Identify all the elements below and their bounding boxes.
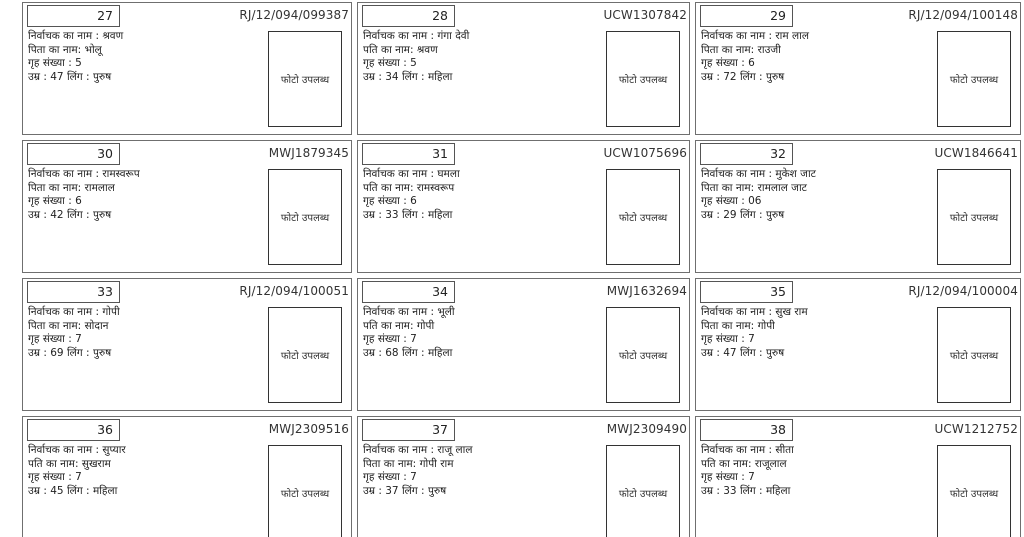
gender-value: महिला — [765, 484, 791, 497]
gender-value: महिला — [92, 484, 118, 497]
relation-label: पति का नाम: — [701, 457, 755, 470]
relation-label: पति का नाम: — [363, 181, 417, 194]
relation-name-line — [28, 182, 140, 196]
relation-name-line — [363, 320, 455, 334]
gender-label: लिंग : — [398, 346, 428, 359]
serial-number: 34 — [362, 281, 455, 303]
house-number-line — [28, 471, 126, 485]
house-number-label: गृह संख्या : — [363, 471, 411, 484]
gender-label: लिंग : — [398, 208, 428, 221]
voter-card-36 — [22, 416, 352, 537]
house-number-value: 7 — [410, 471, 417, 484]
voter-details — [363, 444, 472, 498]
age-gender-line — [701, 347, 808, 361]
house-number-value: 06 — [748, 195, 762, 208]
age-value: 72 — [723, 70, 737, 83]
gender-value: पुरुष — [92, 70, 112, 83]
elector-name-value: मुकेश जाट — [775, 168, 816, 180]
photo-placeholder — [937, 169, 1011, 265]
serial-number: 32 — [700, 143, 793, 165]
house-number-label: गृह संख्या : — [363, 57, 411, 70]
age-label: उम्र : — [28, 484, 51, 497]
house-number-label: गृह संख्या : — [28, 471, 76, 484]
gender-label: लिंग : — [63, 70, 93, 83]
serial-number: 33 — [27, 281, 120, 303]
age-label: उम्र : — [363, 346, 386, 359]
relation-name-line — [363, 182, 460, 196]
voter-card-27 — [22, 2, 352, 135]
house-number-label: गृह संख्या : — [363, 333, 411, 346]
house-number-value: 5 — [75, 57, 82, 70]
age-value: 69 — [50, 346, 64, 359]
house-number-line — [28, 195, 140, 209]
elector-name-line — [701, 444, 794, 458]
voter-details — [363, 30, 469, 84]
photo-available-text: फोटो उपलब्ध — [280, 489, 330, 500]
serial-number: 37 — [362, 419, 455, 441]
gender-value: महिला — [427, 346, 453, 359]
elector-name-value: सीता — [775, 444, 794, 456]
elector-name-label: निर्वाचक का नाम : — [28, 168, 103, 180]
house-number-value: 7 — [410, 333, 417, 346]
relation-label: पिता का नाम: — [701, 181, 758, 194]
elector-name-line — [701, 30, 809, 44]
relation-name-line — [28, 320, 120, 334]
voter-details — [701, 30, 809, 84]
epic-number: UCW1212752 — [934, 422, 1018, 436]
age-label: उम्र : — [28, 208, 51, 221]
photo-placeholder — [268, 169, 342, 265]
gender-label: लिंग : — [736, 346, 766, 359]
age-value: 29 — [723, 208, 737, 221]
serial-number: 36 — [27, 419, 120, 441]
house-number-value: 7 — [75, 333, 82, 346]
gender-value: पुरुष — [765, 208, 785, 221]
photo-placeholder — [606, 169, 680, 265]
gender-value: पुरुष — [765, 70, 785, 83]
voter-card-35 — [695, 278, 1021, 411]
relation-name-line — [28, 458, 126, 472]
relation-name-line — [28, 44, 123, 58]
voter-card-29 — [695, 2, 1021, 135]
age-gender-line — [363, 71, 469, 85]
photo-placeholder — [606, 31, 680, 127]
relation-label: पति का नाम: — [28, 457, 82, 470]
relation-name-value: श्रवण — [416, 43, 438, 56]
elector-name-value: सुप्यार — [102, 444, 126, 456]
relation-name-value: भोलू — [84, 43, 102, 56]
relation-label: पति का नाम: — [363, 43, 417, 56]
elector-name-value: रामस्वरूप — [102, 168, 140, 180]
elector-name-label: निर्वाचक का नाम : — [363, 306, 438, 318]
serial-number: 27 — [27, 5, 120, 27]
photo-placeholder — [937, 307, 1011, 403]
gender-label: लिंग : — [736, 484, 766, 497]
epic-number: UCW1307842 — [603, 8, 687, 22]
elector-name-line — [28, 30, 123, 44]
photo-placeholder — [937, 445, 1011, 537]
gender-label: लिंग : — [736, 70, 766, 83]
age-gender-line — [363, 485, 472, 499]
house-number-label: गृह संख्या : — [28, 57, 76, 70]
elector-name-value: सुख राम — [775, 306, 808, 318]
relation-name-line — [701, 458, 794, 472]
photo-available-text: फोटो उपलब्ध — [949, 75, 999, 86]
age-gender-line — [28, 485, 126, 499]
house-number-line — [363, 471, 472, 485]
relation-name-value: गोपी राम — [419, 457, 454, 470]
elector-name-value: भूली — [437, 306, 455, 318]
serial-number: 31 — [362, 143, 455, 165]
elector-name-label: निर्वाचक का नाम : — [28, 306, 103, 318]
age-gender-line — [701, 485, 794, 499]
house-number-line — [28, 333, 120, 347]
elector-name-label: निर्वाचक का नाम : — [701, 306, 776, 318]
epic-number: RJ/12/094/100004 — [908, 284, 1018, 298]
elector-name-value: राम लाल — [775, 30, 809, 42]
epic-number: RJ/12/094/100051 — [239, 284, 349, 298]
epic-number: UCW1846641 — [934, 146, 1018, 160]
serial-number: 38 — [700, 419, 793, 441]
elector-name-line — [28, 168, 140, 182]
voter-details — [28, 30, 123, 84]
house-number-line — [701, 57, 809, 71]
voter-details — [701, 168, 816, 222]
elector-name-label: निर्वाचक का नाम : — [701, 168, 776, 180]
elector-name-label: निर्वाचक का नाम : — [701, 30, 776, 42]
relation-label: पिता का नाम: — [363, 457, 420, 470]
relation-name-line — [701, 182, 816, 196]
photo-placeholder — [268, 445, 342, 537]
relation-name-value: सुखराम — [81, 457, 111, 470]
age-gender-line — [28, 71, 123, 85]
house-number-value: 5 — [410, 57, 417, 70]
epic-number: MWJ1879345 — [268, 146, 349, 160]
voter-card-32 — [695, 140, 1021, 273]
relation-name-value: रामलाल जाट — [757, 181, 807, 194]
photo-available-text: फोटो उपलब्ध — [618, 489, 668, 500]
elector-name-value: घमला — [437, 168, 460, 180]
photo-available-text: फोटो उपलब्ध — [280, 351, 330, 362]
house-number-label: गृह संख्या : — [363, 195, 411, 208]
gender-value: पुरुष — [427, 484, 447, 497]
photo-available-text: फोटो उपलब्ध — [949, 489, 999, 500]
age-label: उम्र : — [363, 484, 386, 497]
voter-card-31 — [357, 140, 690, 273]
house-number-line — [363, 57, 469, 71]
house-number-label: गृह संख्या : — [701, 471, 749, 484]
epic-number: MWJ2309516 — [268, 422, 349, 436]
age-label: उम्र : — [28, 346, 51, 359]
age-label: उम्र : — [701, 70, 724, 83]
gender-label: लिंग : — [63, 208, 93, 221]
house-number-label: गृह संख्या : — [701, 195, 749, 208]
relation-name-line — [701, 320, 808, 334]
relation-label: पति का नाम: — [363, 319, 417, 332]
gender-label: लिंग : — [63, 346, 93, 359]
elector-name-line — [701, 168, 816, 182]
voter-details — [701, 444, 794, 498]
house-number-value: 6 — [410, 195, 417, 208]
photo-available-text: फोटो उपलब्ध — [949, 213, 999, 224]
relation-name-value: गोपी — [416, 319, 435, 332]
relation-name-line — [363, 44, 469, 58]
age-label: उम्र : — [363, 208, 386, 221]
photo-available-text: फोटो उपलब्ध — [280, 75, 330, 86]
house-number-line — [363, 333, 455, 347]
epic-number: MWJ2309490 — [606, 422, 687, 436]
relation-name-line — [363, 458, 472, 472]
voter-details — [28, 306, 120, 360]
gender-label: लिंग : — [398, 70, 428, 83]
gender-value: महिला — [427, 208, 453, 221]
elector-name-line — [701, 306, 808, 320]
voter-card-30 — [22, 140, 352, 273]
voter-details — [28, 444, 126, 498]
elector-name-line — [363, 444, 472, 458]
elector-name-label: निर्वाचक का नाम : — [363, 444, 438, 456]
house-number-label: गृह संख्या : — [28, 333, 76, 346]
elector-name-label: निर्वाचक का नाम : — [28, 30, 103, 42]
age-value: 68 — [385, 346, 399, 359]
gender-value: पुरुष — [92, 208, 112, 221]
voter-details — [28, 168, 140, 222]
photo-placeholder — [606, 445, 680, 537]
house-number-line — [701, 195, 816, 209]
age-value: 34 — [385, 70, 399, 83]
age-value: 47 — [50, 70, 64, 83]
relation-label: पिता का नाम: — [701, 319, 758, 332]
voter-card-34 — [357, 278, 690, 411]
house-number-value: 6 — [75, 195, 82, 208]
photo-available-text: फोटो उपलब्ध — [280, 213, 330, 224]
age-gender-line — [701, 71, 809, 85]
epic-number: RJ/12/094/100148 — [908, 8, 1018, 22]
gender-value: पुरुष — [92, 346, 112, 359]
serial-number: 29 — [700, 5, 793, 27]
age-label: उम्र : — [28, 70, 51, 83]
elector-name-label: निर्वाचक का नाम : — [363, 30, 438, 42]
age-value: 37 — [385, 484, 399, 497]
voter-details — [701, 306, 808, 360]
age-value: 45 — [50, 484, 64, 497]
age-value: 42 — [50, 208, 64, 221]
elector-name-line — [28, 444, 126, 458]
age-gender-line — [701, 209, 816, 223]
photo-available-text: फोटो उपलब्ध — [618, 213, 668, 224]
elector-name-line — [363, 168, 460, 182]
elector-name-line — [28, 306, 120, 320]
gender-label: लिंग : — [398, 484, 428, 497]
voter-card-33 — [22, 278, 352, 411]
photo-available-text: फोटो उपलब्ध — [618, 351, 668, 362]
house-number-label: गृह संख्या : — [28, 195, 76, 208]
house-number-line — [28, 57, 123, 71]
epic-number: UCW1075696 — [603, 146, 687, 160]
elector-name-value: श्रवण — [102, 30, 124, 42]
relation-name-value: रामलाल — [84, 181, 115, 194]
elector-name-value: राजू लाल — [437, 444, 473, 456]
age-label: उम्र : — [701, 208, 724, 221]
house-number-value: 6 — [748, 57, 755, 70]
epic-number: RJ/12/094/099387 — [239, 8, 349, 22]
house-number-line — [363, 195, 460, 209]
voter-card-grid — [22, 2, 1021, 537]
gender-value: महिला — [427, 70, 453, 83]
elector-name-label: निर्वाचक का नाम : — [701, 444, 776, 456]
photo-placeholder — [268, 307, 342, 403]
house-number-value: 7 — [748, 333, 755, 346]
photo-available-text: फोटो उपलब्ध — [949, 351, 999, 362]
age-gender-line — [363, 209, 460, 223]
age-label: उम्र : — [363, 70, 386, 83]
age-value: 33 — [723, 484, 737, 497]
age-gender-line — [363, 347, 455, 361]
age-label: उम्र : — [701, 346, 724, 359]
age-gender-line — [28, 209, 140, 223]
age-value: 33 — [385, 208, 399, 221]
elector-name-line — [363, 306, 455, 320]
age-value: 47 — [723, 346, 737, 359]
house-number-line — [701, 333, 808, 347]
age-gender-line — [28, 347, 120, 361]
gender-value: पुरुष — [765, 346, 785, 359]
epic-number: MWJ1632694 — [606, 284, 687, 298]
gender-label: लिंग : — [63, 484, 93, 497]
elector-name-line — [363, 30, 469, 44]
relation-name-value: रामस्वरूप — [416, 181, 455, 194]
house-number-value: 7 — [75, 471, 82, 484]
house-number-line — [701, 471, 794, 485]
voter-card-37 — [357, 416, 690, 537]
relation-label: पिता का नाम: — [28, 181, 85, 194]
serial-number: 28 — [362, 5, 455, 27]
elector-name-label: निर्वाचक का नाम : — [363, 168, 438, 180]
voter-details — [363, 168, 460, 222]
relation-name-value: राउजी — [757, 43, 781, 56]
relation-label: पिता का नाम: — [28, 43, 85, 56]
gender-label: लिंग : — [736, 208, 766, 221]
relation-name-value: राजूलाल — [754, 457, 787, 470]
relation-label: पिता का नाम: — [28, 319, 85, 332]
relation-label: पिता का नाम: — [701, 43, 758, 56]
serial-number: 30 — [27, 143, 120, 165]
photo-placeholder — [937, 31, 1011, 127]
house-number-label: गृह संख्या : — [701, 333, 749, 346]
house-number-label: गृह संख्या : — [701, 57, 749, 70]
photo-available-text: फोटो उपलब्ध — [618, 75, 668, 86]
relation-name-line — [701, 44, 809, 58]
elector-name-value: गोपी — [102, 306, 120, 318]
serial-number: 35 — [700, 281, 793, 303]
photo-placeholder — [606, 307, 680, 403]
voter-details — [363, 306, 455, 360]
voter-card-38 — [695, 416, 1021, 537]
voter-card-28 — [357, 2, 690, 135]
photo-placeholder — [268, 31, 342, 127]
relation-name-value: सोदान — [84, 319, 109, 332]
elector-name-value: गंगा देवी — [437, 30, 470, 42]
age-label: उम्र : — [701, 484, 724, 497]
elector-name-label: निर्वाचक का नाम : — [28, 444, 103, 456]
relation-name-value: गोपी — [757, 319, 775, 332]
house-number-value: 7 — [748, 471, 755, 484]
